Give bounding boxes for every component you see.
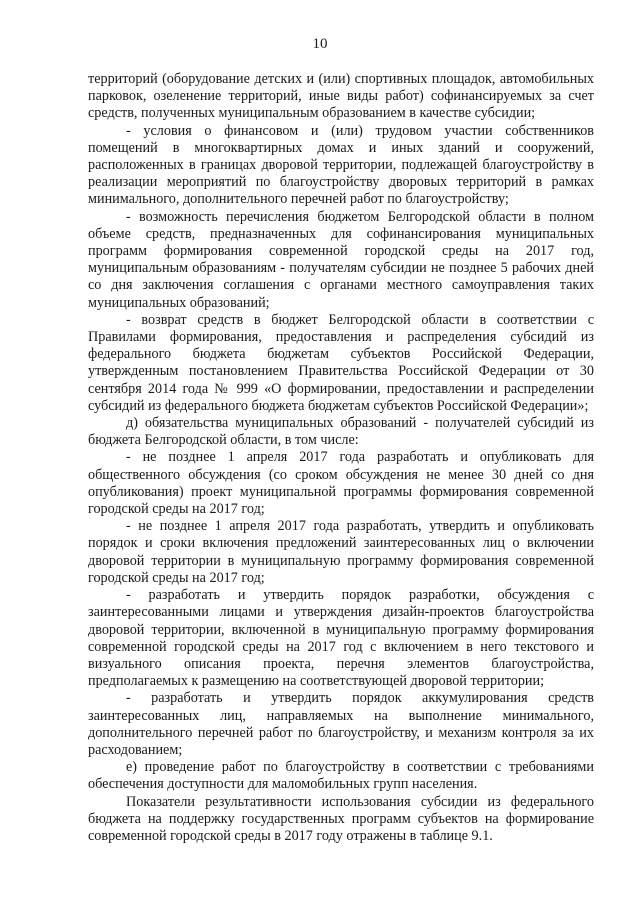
page-number: 10 [312,36,328,52]
paragraph-accessibility: е) проведение работ по благоустройству в соответствии с требованиями обеспечения доступности для маломобильных групп населения. [88,759,594,793]
document-body [88,71,594,845]
paragraph-municipal-obligations: д) обязательства муниципальных образований - получателей субсидий из бюджета Белгородской области, в том числе: [88,415,594,449]
paragraph-design-projects: - разработать и утвердить порядок разработки, обсуждения с заинтересованными лицами и утверждения дизайн-проектов благоустройства дворовой территории, включенной в муниципальную программу формирования современной городской среды на 2017 год с включением в него текстового и визуального описания проекта, перечня элементов благоустройства, предполагаемых к размещению на соответствующей дворовой территории; [88,587,594,690]
paragraph-continuation: территорий (оборудование детских и (или) спортивных площадок, автомобильных парковок, озеленение территорий, иные виды работ) софинансируемых за счет средств, полученных муниципальным образованием в качестве субсидии; [88,71,594,122]
paragraph-public-discussion: - не позднее 1 апреля 2017 года разработать и опубликовать для общественного обсуждения (со сроком обсуждения не менее 30 дней со дня опубликования) проект муниципальной программы формирования современной городской среды на 2017 год; [88,449,594,518]
paragraph-performance-indicators: Показатели результативности использования субсидии из федерального бюджета на поддержку государственных программ субъектов на формирование современной городской среды в 2017 году отражены в таблице 9.1. [88,793,594,844]
paragraph-funds-return: - возврат средств в бюджет Белгородской области в соответствии с Правилами формирования, предоставления и распределения субсидий из федерального бюджета бюджетам субъектов Российской Федерации, утвержденным постановлением Правительства Российской Федерации от 30 сентября 2014 года № 999 «О формировании, предоставлении и распределении субсидий из федерального бюджета бюджетам субъектов Российской Федерации»; [88,311,594,414]
paragraph-ownership-participation: - условия о финансовом и (или) трудовом участии собственников помещений в многоквартирных домах и иных зданий и сооружений, расположенных в границах дворовой территории, подлежащей благоустройству в реализации мероприятий по благоустройству дворовых территорий в рамках минимального, дополнительного перечней работ по благоустройству; [88,122,594,208]
paragraph-proposal-procedure: - не позднее 1 апреля 2017 года разработать, утвердить и опубликовать порядок и сроки включения предложений заинтересованных лиц о включении дворовой территории в муниципальную программу формирования современной городской среды на 2017 год; [88,518,594,586]
paragraph-funds-accumulation: - разработать и утвердить порядок аккумулирования средств заинтересованных лиц, направляемых на выполнение минимального, дополнительного перечней работ по благоустройству, и механизм контроля за их расходованием; [88,690,594,758]
paragraph-budget-transfer: - возможность перечисления бюджетом Белгородской области в полном объеме средств, предназначенных для софинансирования муниципальных программ формирования современной городской среды на 2017 год, муниципальным образованиям - получателям субсидии не позднее 5 рабочих дней со дня заключения соглашения с органами местного самоуправления таких муниципальных образований; [88,208,594,311]
